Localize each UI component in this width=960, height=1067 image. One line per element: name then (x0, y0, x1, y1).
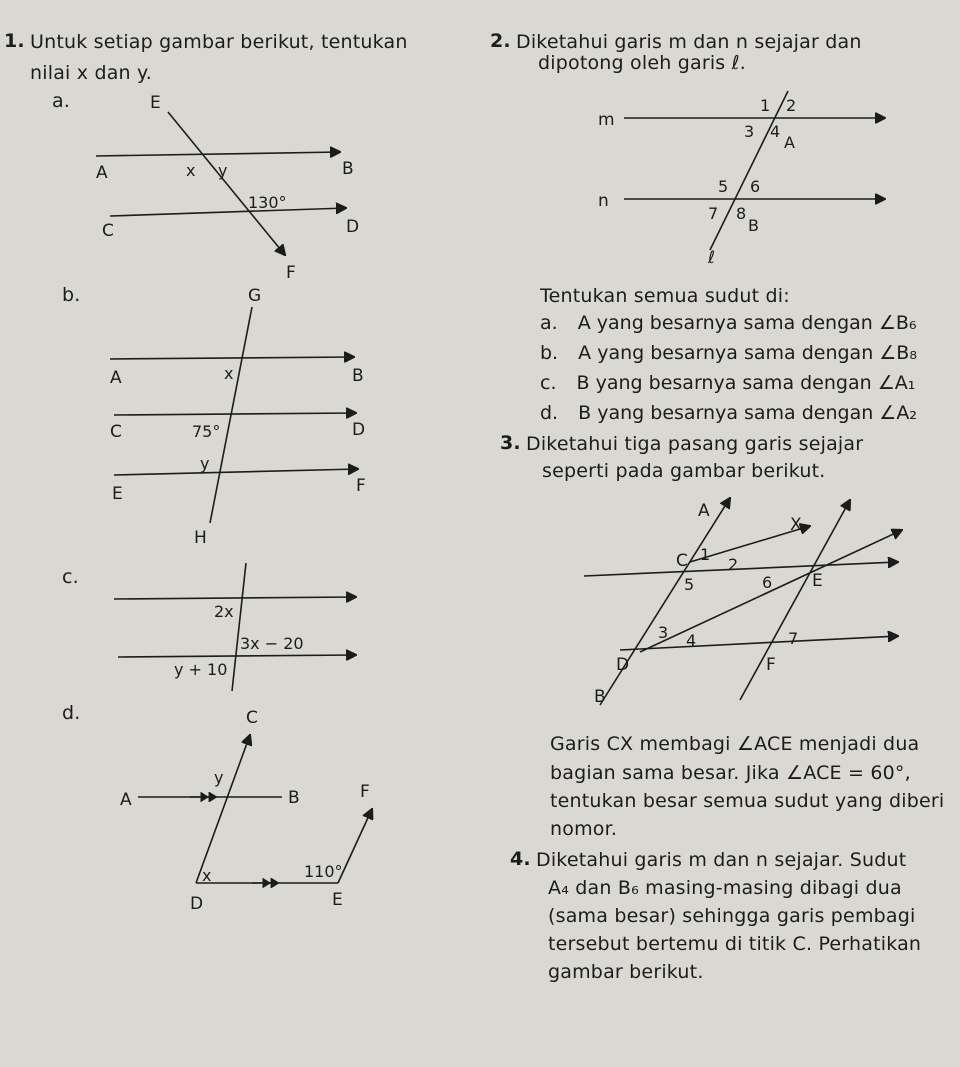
angle-8: 8 (736, 204, 747, 223)
problem-3-text-line2: seperti pada gambar berikut. (542, 460, 826, 482)
point-f: F (356, 476, 366, 496)
transversal-ef (168, 112, 285, 255)
point-a: A (784, 133, 795, 152)
figure-b-label: b. (62, 284, 81, 306)
problem-2-number: 2. (490, 30, 511, 52)
line-ce (584, 562, 898, 576)
point-d: D (352, 420, 366, 440)
problem-3-diagram (580, 490, 910, 715)
item-text: B yang besarnya sama dengan ∠A₁ (576, 372, 916, 394)
angle-value: 110° (304, 862, 343, 881)
point-b: B (748, 216, 759, 235)
angle-7: 7 (708, 204, 719, 223)
problem-2-diagram (590, 85, 900, 275)
line-ef (114, 469, 358, 475)
problem-2-text-line1: Diketahui garis m dan n sejajar dan (516, 31, 862, 53)
angle-y: y (218, 161, 228, 180)
point-a: A (96, 163, 108, 183)
point-b: B (352, 366, 364, 386)
angle-4: 4 (770, 122, 781, 141)
problem-3-body-line2: bagian sama besar. Jika ∠ACE = 60°, (550, 762, 911, 784)
point-g: G (248, 286, 262, 306)
angle-6: 6 (750, 177, 761, 196)
problem-3-body-line3: tentukan besar semua sudut yang diberi (550, 790, 945, 812)
angle-6: 6 (762, 573, 773, 592)
angle-x: x (186, 161, 196, 180)
angle-4: 4 (686, 631, 697, 650)
problem-2-item-b (540, 342, 917, 372)
point-c: C (246, 708, 258, 728)
figure-b-diagram (100, 285, 380, 550)
parallel-line-top (114, 597, 356, 599)
point-d: D (616, 655, 630, 675)
label-l: ℓ (708, 248, 716, 268)
point-a: A (110, 368, 122, 388)
angle-5: 5 (718, 177, 729, 196)
figure-c-label: c. (62, 566, 79, 588)
item-label: d. (540, 402, 559, 424)
problem-2-item-c (540, 372, 917, 402)
problem-4-text-line4: tersebut bertemu di titik C. Perhatikan (548, 933, 922, 955)
figure-d-diagram (110, 705, 400, 920)
point-c: C (110, 422, 122, 442)
angle-y: y (214, 768, 224, 787)
point-a: A (698, 501, 710, 521)
problem-2-question: Tentukan semua sudut di: (540, 285, 790, 307)
point-b: B (288, 788, 300, 808)
label-m: m (598, 110, 615, 130)
transversal (232, 563, 246, 691)
angle-1: 1 (760, 96, 771, 115)
problem-4-number: 4. (510, 848, 531, 870)
angle-1: 1 (700, 545, 711, 564)
problem-3-body-line1: Garis CX membagi ∠ACE menjadi dua (550, 733, 920, 755)
item-label: c. (540, 372, 557, 394)
figure-d-label: d. (62, 702, 81, 724)
problem-4-text-line3: (sama besar) sehingga garis pembagi (548, 905, 916, 927)
problem-2-item-a (540, 312, 917, 342)
line-ab (96, 152, 340, 156)
point-d: D (190, 894, 204, 914)
angle-5: 5 (684, 575, 695, 594)
point-e: E (112, 484, 123, 504)
point-h: H (194, 528, 207, 548)
problem-4-text-line2: A₄ dan B₆ masing-masing dibagi dua (548, 877, 902, 899)
angle-x: x (202, 866, 212, 885)
point-c: C (102, 221, 114, 241)
angle-2: 2 (786, 96, 797, 115)
point-a: A (120, 790, 132, 810)
line-cd (110, 208, 346, 216)
item-label: a. (540, 312, 558, 334)
problem-2-item-d (540, 402, 917, 432)
point-e: E (332, 890, 343, 910)
point-c: C (676, 551, 688, 571)
point-f: F (286, 263, 296, 283)
item-text: A yang besarnya sama dengan ∠B₆ (577, 312, 917, 334)
problem-3-number: 3. (500, 432, 521, 454)
angle-3: 3 (744, 122, 755, 141)
angle-7: 7 (788, 629, 799, 648)
angle-expr-2x: 2x (214, 602, 234, 621)
point-f: F (766, 655, 776, 675)
point-e: E (812, 571, 823, 591)
item-text: A yang besarnya sama dengan ∠B₈ (578, 342, 917, 364)
problem-1-text-line2: nilai x dan y. (30, 62, 153, 84)
problem-1-text-line1: Untuk setiap gambar berikut, tentukan (30, 31, 408, 53)
point-b: B (594, 687, 606, 707)
problem-2-list (540, 312, 917, 432)
angle-value: 75° (192, 422, 221, 441)
parallel-line-bottom (118, 655, 356, 657)
figure-c-diagram (110, 555, 370, 700)
angle-value: 130° (248, 193, 287, 212)
problem-3-body-line4: nomor. (550, 818, 618, 840)
problem-2-text-line2: dipotong oleh garis ℓ. (538, 52, 746, 74)
line-cd (114, 413, 356, 415)
point-b: B (342, 159, 354, 179)
transversal-gh (210, 307, 252, 523)
angle-y: y (200, 454, 210, 473)
problem-3-text-line1: Diketahui tiga pasang garis sejajar (526, 433, 864, 455)
item-text: B yang besarnya sama dengan ∠A₂ (578, 402, 917, 424)
line-ef (338, 809, 372, 883)
problem-1-number: 1. (4, 30, 25, 52)
problem-4-text-line5: gambar berikut. (548, 961, 704, 983)
line-ab (110, 357, 354, 359)
label-n: n (598, 191, 609, 211)
angle-3: 3 (658, 623, 669, 642)
figure-a-diagram (90, 90, 380, 290)
angle-expr-y-10: y + 10 (174, 660, 228, 679)
point-x: X (790, 515, 802, 535)
transversal-dc (196, 735, 250, 883)
point-f: F (360, 782, 370, 802)
figure-a-label: a. (52, 90, 71, 112)
point-d: D (346, 217, 360, 237)
problem-4-text-line1: Diketahui garis m dan n sejajar. Sudut (536, 849, 907, 871)
angle-2: 2 (728, 555, 739, 574)
angle-x: x (224, 364, 234, 383)
angle-expr-3x-20: 3x − 20 (240, 634, 304, 653)
point-e: E (150, 93, 161, 113)
item-label: b. (540, 342, 559, 364)
